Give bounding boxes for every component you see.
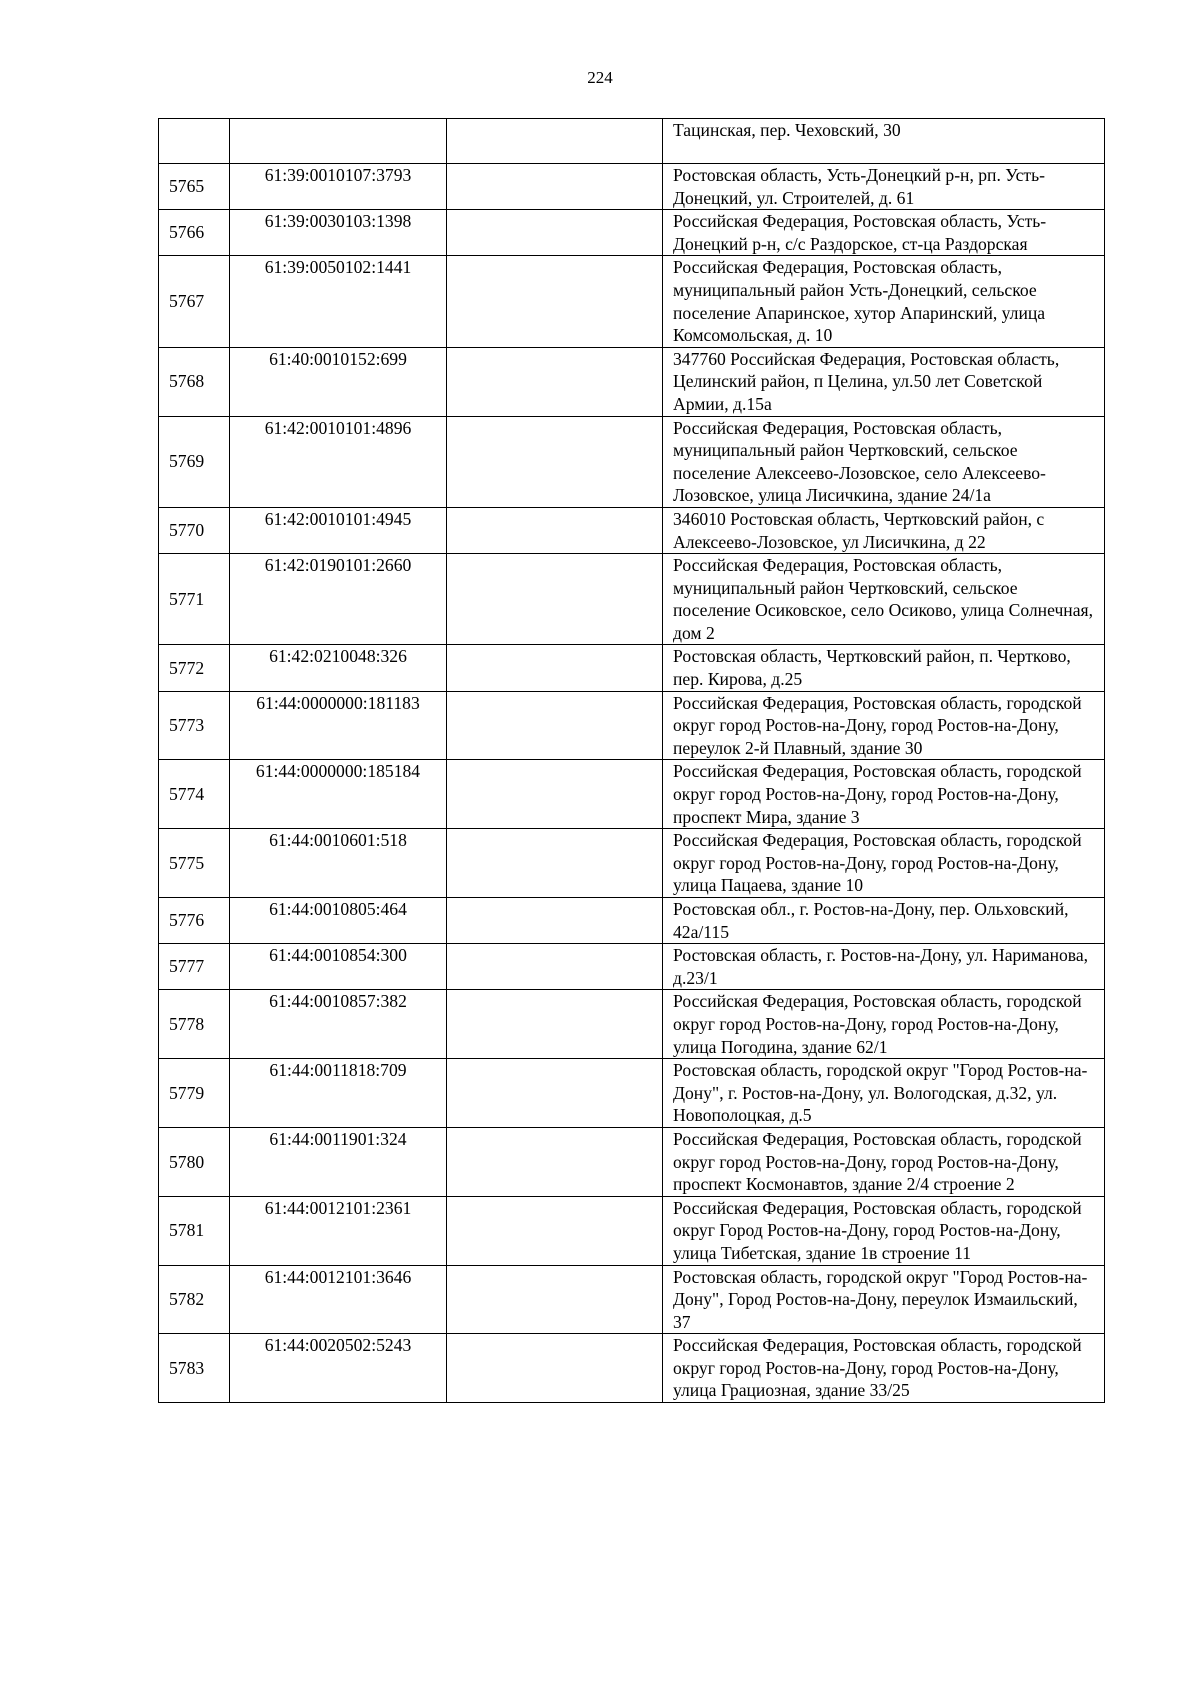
address-cell: Российская Федерация, Ростовская область, Усть-Донецкий р-н, с/с Раздорское, ст-ца Раздорская — [663, 210, 1105, 256]
address-cell: Ростовская обл., г. Ростов-на-Дону, пер. Ольховский, 42а/115 — [663, 898, 1105, 944]
table-row — [159, 990, 1105, 1059]
address-cell: Российская Федерация, Ростовская область, городской округ город Ростов-на-Дону, город Ростов-на-Дону, проспект Космонавтов, здание 2/4 строение 2 — [663, 1127, 1105, 1196]
cadastral-number-cell: 61:39:0030103:1398 — [230, 210, 447, 256]
address-cell: Российская Федерация, Ростовская область, муниципальный район Чертковский, сельское поселение Алексеево-Лозовское, село Алексеево-Лозовское, улица Лисичкина, здание 24/1а — [663, 416, 1105, 507]
table-row — [159, 416, 1105, 507]
row-number-cell: 5777 — [159, 944, 230, 990]
address-cell: Ростовская область, г. Ростов-на-Дону, ул. Нариманова, д.23/1 — [663, 944, 1105, 990]
cadastral-number-cell: 61:39:0010107:3793 — [230, 164, 447, 210]
address-cell: 347760 Российская Федерация, Ростовская область, Целинский район, п Целина, ул.50 лет Советской Армии, д.15а — [663, 347, 1105, 416]
row-number-cell: 5778 — [159, 990, 230, 1059]
row-number-cell: 5783 — [159, 1334, 230, 1403]
row-number-cell: 5782 — [159, 1265, 230, 1334]
cadastral-number-cell: 61:42:0210048:326 — [230, 645, 447, 691]
cadastral-number-cell: 61:42:0190101:2660 — [230, 554, 447, 645]
empty-cell — [447, 1334, 663, 1403]
row-number-cell: 5772 — [159, 645, 230, 691]
row-number-cell: 5774 — [159, 760, 230, 829]
address-cell: Ростовская область, городской округ "Город Ростов-на-Дону", г. Ростов-на-Дону, ул. Вологодская, д.32, ул. Новополоцкая, д.5 — [663, 1059, 1105, 1128]
address-cell: Ростовская область, городской округ "Город Ростов-на-Дону", Город Ростов-на-Дону, переулок Измаильский, 37 — [663, 1265, 1105, 1334]
table-row — [159, 119, 1105, 164]
table-row — [159, 164, 1105, 210]
empty-cell — [447, 507, 663, 553]
cadastral-number-cell: 61:44:0011901:324 — [230, 1127, 447, 1196]
cadastral-number-cell: 61:44:0010601:518 — [230, 829, 447, 898]
table-row — [159, 507, 1105, 553]
empty-cell — [447, 645, 663, 691]
cadastral-number-cell: 61:39:0050102:1441 — [230, 256, 447, 347]
table-row — [159, 829, 1105, 898]
empty-cell — [447, 347, 663, 416]
table-row — [159, 898, 1105, 944]
empty-cell — [447, 691, 663, 760]
page-number: 224 — [587, 68, 613, 87]
row-number-cell: 5771 — [159, 554, 230, 645]
cadastral-number-cell: 61:42:0010101:4945 — [230, 507, 447, 553]
table-row — [159, 1265, 1105, 1334]
table-row — [159, 1127, 1105, 1196]
cadastral-number-cell: 61:42:0010101:4896 — [230, 416, 447, 507]
cadastral-number-cell: 61:44:0010805:464 — [230, 898, 447, 944]
registry-table-body — [159, 119, 1105, 1403]
row-number-cell: 5776 — [159, 898, 230, 944]
row-number-cell: 5779 — [159, 1059, 230, 1128]
table-row — [159, 645, 1105, 691]
table-row — [159, 760, 1105, 829]
empty-cell — [447, 119, 663, 164]
address-cell: Ростовская область, Чертковский район, п. Чертково, пер. Кирова, д.25 — [663, 645, 1105, 691]
address-cell: Российская Федерация, Ростовская область, городской округ город Ростов-на-Дону, город Ростов-на-Дону, улица Пацаева, здание 10 — [663, 829, 1105, 898]
address-cell: Российская Федерация, Ростовская область, городской округ город Ростов-на-Дону, город Ростов-на-Дону, улица Погодина, здание 62/1 — [663, 990, 1105, 1059]
row-number-cell: 5768 — [159, 347, 230, 416]
table-row — [159, 256, 1105, 347]
row-number-cell: 5769 — [159, 416, 230, 507]
cadastral-number-cell: 61:44:0010857:382 — [230, 990, 447, 1059]
address-cell: Российская Федерация, Ростовская область, муниципальный район Усть-Донецкий, сельское поселение Апаринское, хутор Апаринский, улица Комсомольская, д. 10 — [663, 256, 1105, 347]
empty-cell — [447, 416, 663, 507]
empty-cell — [447, 210, 663, 256]
address-cell: Российская Федерация, Ростовская область, муниципальный район Чертковский, сельское поселение Осиковское, село Осиково, улица Солнечная, дом 2 — [663, 554, 1105, 645]
row-number-cell: 5766 — [159, 210, 230, 256]
table-row — [159, 347, 1105, 416]
row-number-cell: 5770 — [159, 507, 230, 553]
empty-cell — [447, 256, 663, 347]
address-cell: Российская Федерация, Ростовская область, городской округ город Ростов-на-Дону, город Ростов-на-Дону, переулок 2-й Плавный, здание 30 — [663, 691, 1105, 760]
property-registry-table — [158, 118, 1105, 1403]
empty-cell — [447, 1196, 663, 1265]
empty-cell — [447, 1127, 663, 1196]
empty-cell — [447, 1059, 663, 1128]
address-cell: Тацинская, пер. Чеховский, 30 — [663, 119, 1105, 164]
table-row — [159, 1334, 1105, 1403]
row-number-cell: 5767 — [159, 256, 230, 347]
table-row — [159, 554, 1105, 645]
row-number-cell: 5781 — [159, 1196, 230, 1265]
cadastral-number-cell: 61:40:0010152:699 — [230, 347, 447, 416]
row-number-cell: 5765 — [159, 164, 230, 210]
cadastral-number-cell: 61:44:0000000:185184 — [230, 760, 447, 829]
row-number-cell — [159, 119, 230, 164]
cadastral-number-cell: 61:44:0011818:709 — [230, 1059, 447, 1128]
cadastral-number-cell — [230, 119, 447, 164]
empty-cell — [447, 554, 663, 645]
row-number-cell: 5773 — [159, 691, 230, 760]
address-cell: Ростовская область, Усть-Донецкий р-н, рп. Усть-Донецкий, ул. Строителей, д. 61 — [663, 164, 1105, 210]
empty-cell — [447, 760, 663, 829]
empty-cell — [447, 944, 663, 990]
table-row — [159, 944, 1105, 990]
row-number-cell: 5780 — [159, 1127, 230, 1196]
cadastral-number-cell: 61:44:0010854:300 — [230, 944, 447, 990]
address-cell: Российская Федерация, Ростовская область, городской округ город Ростов-на-Дону, город Ростов-на-Дону, проспект Мира, здание 3 — [663, 760, 1105, 829]
empty-cell — [447, 1265, 663, 1334]
address-cell: Российская Федерация, Ростовская область, городской округ город Ростов-на-Дону, город Ростов-на-Дону, улица Грациозная, здание 33/25 — [663, 1334, 1105, 1403]
empty-cell — [447, 829, 663, 898]
table-row — [159, 210, 1105, 256]
table-row — [159, 1196, 1105, 1265]
table-row — [159, 1059, 1105, 1128]
cadastral-number-cell: 61:44:0020502:5243 — [230, 1334, 447, 1403]
cadastral-number-cell: 61:44:0012101:3646 — [230, 1265, 447, 1334]
cadastral-number-cell: 61:44:0012101:2361 — [230, 1196, 447, 1265]
row-number-cell: 5775 — [159, 829, 230, 898]
table-row — [159, 691, 1105, 760]
empty-cell — [447, 990, 663, 1059]
cadastral-number-cell: 61:44:0000000:181183 — [230, 691, 447, 760]
empty-cell — [447, 164, 663, 210]
address-cell: 346010 Ростовская область, Чертковский район, с Алексеево-Лозовское, ул Лисичкина, д 22 — [663, 507, 1105, 553]
empty-cell — [447, 898, 663, 944]
address-cell: Российская Федерация, Ростовская область, городской округ Город Ростов-на-Дону, город Ростов-на-Дону, улица Тибетская, здание 1в строение 11 — [663, 1196, 1105, 1265]
